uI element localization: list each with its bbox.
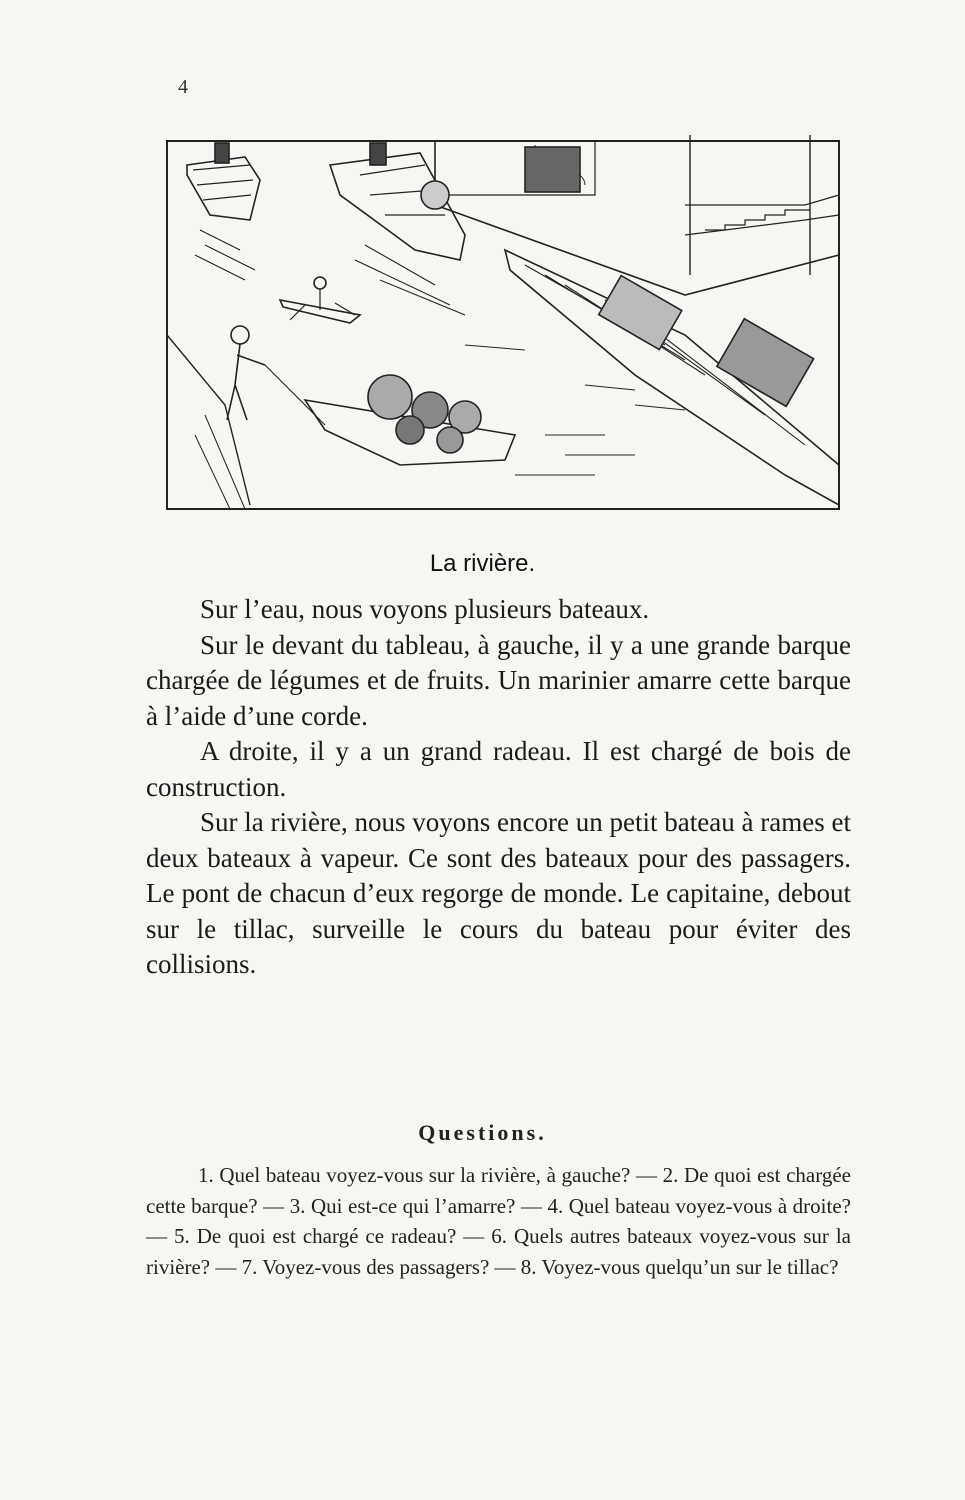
paragraph-4: Sur la rivière, nous voyons encore un petit bateau à rames et deux bateaux à vapeur. Ce sont des bateaux pour des passagers. Le pont de chacun d’eux regorge de monde. Le capitaine, debout sur le tillac, surveille le cours du bateau pour éviter des collisions. <box>146 807 851 979</box>
paragraph-1: Sur l’eau, nous voyons plusieurs bateaux. <box>200 594 650 624</box>
quay-stairs <box>705 210 810 230</box>
quay-edge <box>435 141 839 295</box>
illustration-frame <box>167 141 839 509</box>
steamboat-left <box>187 157 260 220</box>
questions-text: 1. Quel bateau voyez-vous sur la rivière, à gauche? — 2. De quoi est chargée cette barque? — 3. Qui est-ce qui l’amarre? — 4. Quel bateau voyez-vous à droite? — 5. De quoi est chargé ce radeau? — 6. Quels autres bateaux voyez-vous sur la rivière? — 7. Voyez-vous des passagers? — 8. Voyez-vous quelqu’un sur le tillac? <box>146 1163 851 1279</box>
questions-heading: Questions. <box>418 1120 547 1145</box>
bridge-arch <box>525 147 580 192</box>
paragraph-2: Sur le devant du tableau, à gauche, il y a une grande barque chargée de légumes et de fruits. Un marinier amarre cette barque à l’aide d’une corde. <box>146 629 851 731</box>
lesson-title: La rivière. <box>429 550 536 577</box>
boatman <box>231 326 249 344</box>
mooring-rope <box>265 365 325 425</box>
lesson-body <box>146 592 851 983</box>
river-scene-drawing <box>165 135 841 511</box>
river-illustration <box>165 135 841 511</box>
page-number: 4 <box>178 76 188 98</box>
paragraph-3: A droite, il y a un grand radeau. Il est chargé de bois de construction. <box>146 736 851 802</box>
